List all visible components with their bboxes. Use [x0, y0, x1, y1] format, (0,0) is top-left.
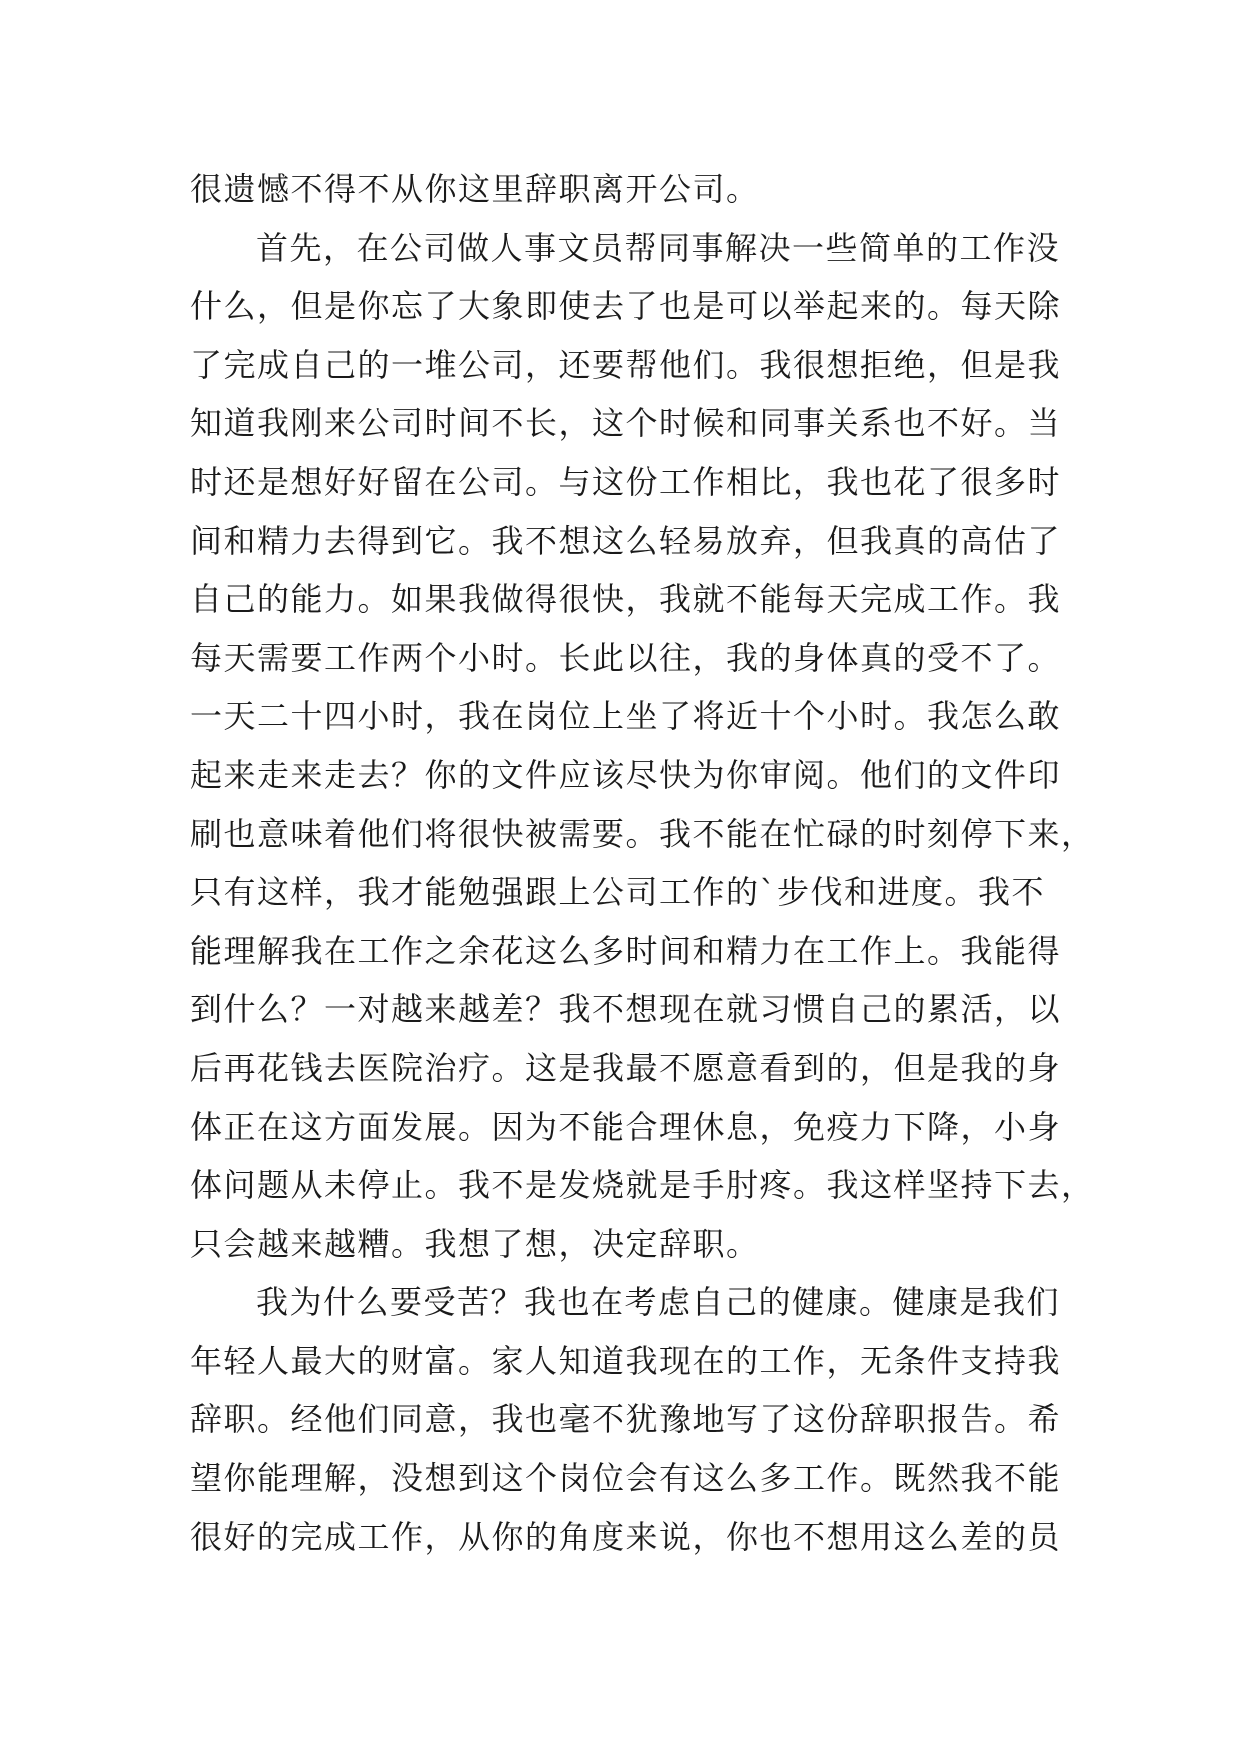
text-line: 望你能理解，没想到这个岗位会有这么多工作。既然我不能: [190, 1459, 1062, 1498]
text-line: 知道我刚来公司时间不长，这个时候和同事关系也不好。当: [190, 404, 1062, 443]
text-line: 刷也意味着他们将很快被需要。我不能在忙碌的时刻停下来，: [190, 814, 1095, 853]
text-line: 间和精力去得到它。我不想这么轻易放弃，但我真的高估了: [190, 521, 1062, 560]
text-line: 体正在这方面发展。因为不能合理休息，免疫力下降，小身: [190, 1107, 1062, 1146]
text-line: 后再花钱去医院治疗。这是我最不愿意看到的，但是我的身: [190, 1048, 1062, 1087]
letter-body: [190, 160, 1110, 1566]
text-line: 年轻人最大的财富。家人知道我现在的工作，无条件支持我: [190, 1341, 1062, 1380]
text-line: 时还是想好好留在公司。与这份工作相比，我也花了很多时: [190, 462, 1062, 501]
text-line: 只有这样，我才能勉强跟上公司工作的`步伐和进度。我不: [190, 873, 1046, 912]
text-line: 很遗憾不得不从你这里辞职离开公司。: [190, 170, 760, 208]
paragraph-first-line: 首先，在公司做人事文员帮同事解决一些简单的工作没: [256, 228, 1061, 267]
paragraph-first-line: 我为什么要受苦？我也在考虑自己的健康。健康是我们: [256, 1283, 1061, 1322]
text-line: 了完成自己的一堆公司，还要帮他们。我很想拒绝，但是我: [190, 345, 1062, 384]
text-line: 每天需要工作两个小时。长此以往，我的身体真的受不了。: [190, 638, 1062, 677]
text-line: 辞职。经他们同意，我也毫不犹豫地写了这份辞职报告。希: [190, 1400, 1062, 1439]
text-line: 到什么？一对越来越差？我不想现在就习惯自己的累活，以: [190, 990, 1062, 1029]
text-line: 起来走来走去？你的文件应该尽快为你审阅。他们的文件印: [190, 755, 1062, 794]
text-line: 体问题从未停止。我不是发烧就是手肘疼。我这样坚持下去，: [190, 1166, 1095, 1205]
text-line: 自己的能力。如果我做得很快，我就不能每天完成工作。我: [190, 580, 1062, 619]
text-line: 只会越来越糟。我想了想，决定辞职。: [190, 1224, 760, 1263]
text-line: 能理解我在工作之余花这么多时间和精力在工作上。我能得: [190, 931, 1062, 970]
text-line: 一天二十四小时，我在岗位上坐了将近十个小时。我怎么敢: [190, 697, 1062, 736]
text-line: 很好的完成工作，从你的角度来说，你也不想用这么差的员: [190, 1517, 1062, 1556]
text-line: 什么，但是你忘了大象即使去了也是可以举起来的。每天除: [190, 287, 1062, 326]
